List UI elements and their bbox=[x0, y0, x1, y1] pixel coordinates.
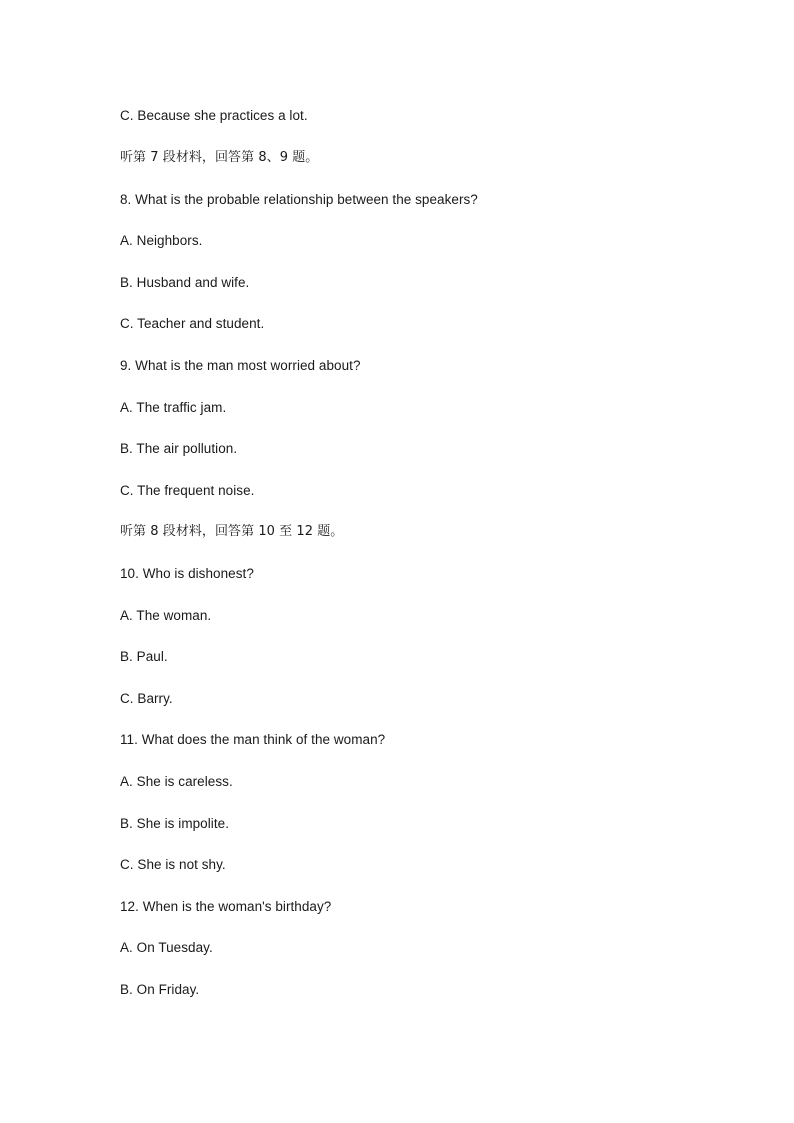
option-11c: C. She is not shy. bbox=[120, 857, 226, 872]
option-11a: A. She is careless. bbox=[120, 774, 233, 789]
option-8c: C. Teacher and student. bbox=[120, 316, 265, 331]
option-8b: B. Husband and wife. bbox=[120, 275, 250, 290]
question-8: 8. What is the probable relationship between the speakers? bbox=[120, 192, 478, 207]
option-8a: A. Neighbors. bbox=[120, 233, 203, 248]
question-12: 12. When is the woman's birthday? bbox=[120, 899, 332, 914]
option-7c: C. Because she practices a lot. bbox=[120, 108, 308, 123]
option-12a: A. On Tuesday. bbox=[120, 940, 213, 955]
option-10a: A. The woman. bbox=[120, 608, 212, 623]
option-11b: B. She is impolite. bbox=[120, 816, 229, 831]
option-10b: B. Paul. bbox=[120, 649, 168, 664]
question-10: 10. Who is dishonest? bbox=[120, 566, 254, 581]
question-11: 11. What does the man think of the woman? bbox=[120, 732, 386, 747]
option-10c: C. Barry. bbox=[120, 691, 173, 706]
section-instruction-8: 听第 8 段材料，回答第 10 至 12 题。 bbox=[120, 524, 344, 539]
option-9b: B. The air pollution. bbox=[120, 441, 238, 456]
option-9a: A. The traffic jam. bbox=[120, 400, 227, 415]
option-9c: C. The frequent noise. bbox=[120, 483, 255, 498]
section-instruction-7: 听第 7 段材料，回答第 8、9 题。 bbox=[120, 150, 319, 165]
option-12b: B. On Friday. bbox=[120, 982, 200, 997]
question-9: 9. What is the man most worried about? bbox=[120, 358, 361, 373]
